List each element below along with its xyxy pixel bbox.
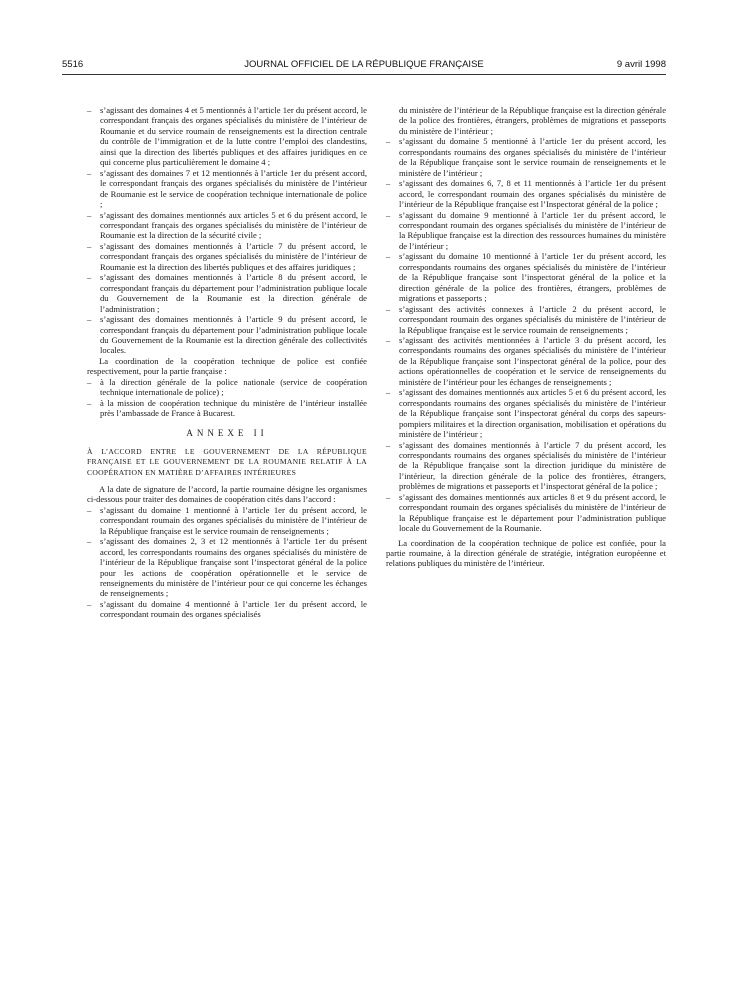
romanian-coordination-paragraph: La coordination de la coopération technique de police est confiée, pour la partie roumaine, à la direction générale de stratégie, intégration européenne et relations publiques du ministère de l’intérieur.: [386, 537, 666, 569]
list-item: – s’agissant des domaines 2, 3 et 12 mentionnés à l’article 1er du présent accord, les correspondants roumains des organes spécialisés du ministère de l’intérieur de la République française sont l’inspectorat général de la police pour les actions de coopération opérationnelle et le service de renseignements du ministère de l’intérieur pour ce qui concerne les échanges de renseignements ;: [87, 536, 367, 599]
list-item: – s’agissant du domaine 1 mentionné à l’article 1er du présent accord, le correspondant roumain des organes spécialisés du ministère de l’intérieur de la République française est le service roumain de renseignements ;: [87, 505, 367, 536]
header-rule: [62, 74, 666, 75]
issue-date: 9 avril 1998: [616, 59, 666, 70]
list-item: – s’agissant des domaines 4 et 5 mentionnés à l’article 1er du présent accord, le correspondant français des organes spécialisés du ministère de l’intérieur de Roumanie et du service roumain de renseignements est la direction centrale du contrôle de l’immigration et de la lutte contre l’emploi des clandestins, ainsi que la direction des libertés publiques et des affaires juridiques en ce qui concerne plus particulièrement le domaine 4 ;: [87, 105, 367, 168]
list-item: – s’agissant des domaines mentionnés à l’article 7 du présent accord, le correspondant français des organes spécialisés du ministère de l’intérieur de Roumanie est la direction des libertés publiques et des affaires juridiques ;: [87, 241, 367, 272]
romanian-correspondents-list-continued: [386, 136, 666, 533]
list-item: – s’agissant des domaines mentionnés à l’article 7 du présent accord, les correspondants roumains des organes spécialisés du ministère de l’intérieur de la République française sont la direction juridique du ministère de l’intérieur, la direction générale de la police des frontières, étrangers, problèmes de migrations et passeports et l’inspectorat général de la police ;: [386, 440, 666, 492]
french-correspondents-list: [87, 105, 367, 356]
list-item: – s’agissant des activités connexes à l’article 2 du présent accord, le correspondant roumain des organes spécialisés du ministère de l’intérieur de la République française est le service roumain de renseignements ;: [386, 304, 666, 335]
page-number: 5516: [62, 59, 84, 70]
list-item: – s’agissant du domaine 9 mentionné à l’article 1er du présent accord, le correspondant roumain des organes spécialisés du ministère de l’intérieur de la République française est la direction des ressources humaines du ministère de l’intérieur ;: [386, 210, 666, 252]
list-item: – s’agissant des domaines mentionnés à l’article 8 du présent accord, le correspondant français du département pour l’administration publique locale du Gouvernement de la Roumanie est la direction générale de l’administration ;: [87, 272, 367, 314]
french-coordination-list: [87, 377, 367, 419]
right-column: [386, 105, 666, 569]
list-item: – s’agissant des domaines mentionnés aux articles 8 et 9 du présent accord, le correspondant roumain des organes spécialisés du ministère de l’intérieur de la République française est le département pour l’administration publique locale du Gouvernement de la Roumanie.: [386, 492, 666, 534]
page-header: [62, 59, 666, 73]
list-item: – s’agissant du domaine 5 mentionné à l’article 1er du présent accord, les correspondants roumains des organes spécialisés du ministère de l’intérieur de la République française sont le service roumain de renseignements et le ministère de l’intérieur ;: [386, 136, 666, 178]
left-column: [87, 105, 367, 620]
continuation-text: du ministère de l’intérieur de la République française est la direction générale de la police des frontières, étrangers, problèmes de migrations et passeports du ministère de l’intérieur ;: [399, 105, 667, 136]
journal-title: JOURNAL OFFICIEL DE LA RÉPUBLIQUE FRANÇAISE: [244, 59, 484, 70]
list-item: – s’agissant des domaines mentionnés à l’article 9 du présent accord, le correspondant français du département pour l’administration publique locale du Gouvernement de la Roumanie est la direction générale des collectivités locales.: [87, 314, 367, 356]
french-coordination-paragraph: La coordination de la coopération technique de police est confiée respectivement, pour la partie française :: [87, 355, 367, 377]
list-item: – à la mission de coopération technique du ministère de l’intérieur installée près l’ambassade de France à Bucarest.: [87, 398, 367, 419]
romanian-correspondents-list: [87, 505, 367, 620]
annex-heading: ANNEXE II: [186, 427, 268, 438]
list-item: – s’agissant des domaines mentionnés aux articles 5 et 6 du présent accord, le correspondant français des organes spécialisés du ministère de l’intérieur de Roumanie est la direction de la sécurité civile ;: [87, 210, 367, 241]
list-item: – s’agissant des activités mentionnées à l’article 3 du présent accord, les correspondants roumains des organes spécialisés du ministère de l’intérieur de la République française sont l’inspectorat général de la police, pour des actions opérationnelles de coopération et le service de renseignements du ministère de l’intérieur pour les échanges de renseignements ;: [386, 335, 666, 387]
annex-subheading: À L’ACCORD ENTRE LE GOUVERNEMENT DE LA RÉPUBLIQUE FRANÇAISE ET LE GOUVERNEMENT DE LA ROUMANIE RELATIF À LA COOPÉRATION EN MATIÈRE D’AFFAIRES INTÉRIEURES: [87, 447, 367, 477]
romanian-designation-paragraph: A la date de signature de l’accord, la partie roumaine désigne les organismes ci-dessous pour traiter des domaines de coopération cités dans l’accord :: [87, 483, 367, 505]
list-item: – s’agissant des domaines mentionnés aux articles 5 et 6 du présent accord, les correspondants roumains des organes spécialisés du ministère de l’intérieur de la République française sont l’inspectorat général du corps des sapeurs-pompiers militaires et la direction organisation, mobilisation et opérations du ministère de l’intérieur ;: [386, 387, 666, 439]
list-item: – s’agissant des domaines 7 et 12 mentionnés à l’article 1er du présent accord, le correspondant français des organes spécialisés du ministère de l’intérieur de Roumanie est le service de coopération technique internationale de police ;: [87, 168, 367, 210]
list-item: – s’agissant du domaine 10 mentionné à l’article 1er du présent accord, les correspondants roumains des organes spécialisés du ministère de l’intérieur de la République française sont l’inspectorat général de la police et la direction générale de la police des frontières, étrangers, problèmes de migrations et passeports ;: [386, 251, 666, 303]
list-item: – à la direction générale de la police nationale (service de coopération technique internationale de police) ;: [87, 377, 367, 398]
list-item: – s’agissant du domaine 4 mentionné à l’article 1er du présent accord, le correspondant roumain des organes spécialisés: [87, 599, 367, 620]
list-item: – s’agissant des domaines 6, 7, 8 et 11 mentionnés à l’article 1er du présent accord, le correspondant roumain des organes spécialisés du ministère de l’intérieur de la République française est l’Inspectorat général de la police ;: [386, 178, 666, 209]
